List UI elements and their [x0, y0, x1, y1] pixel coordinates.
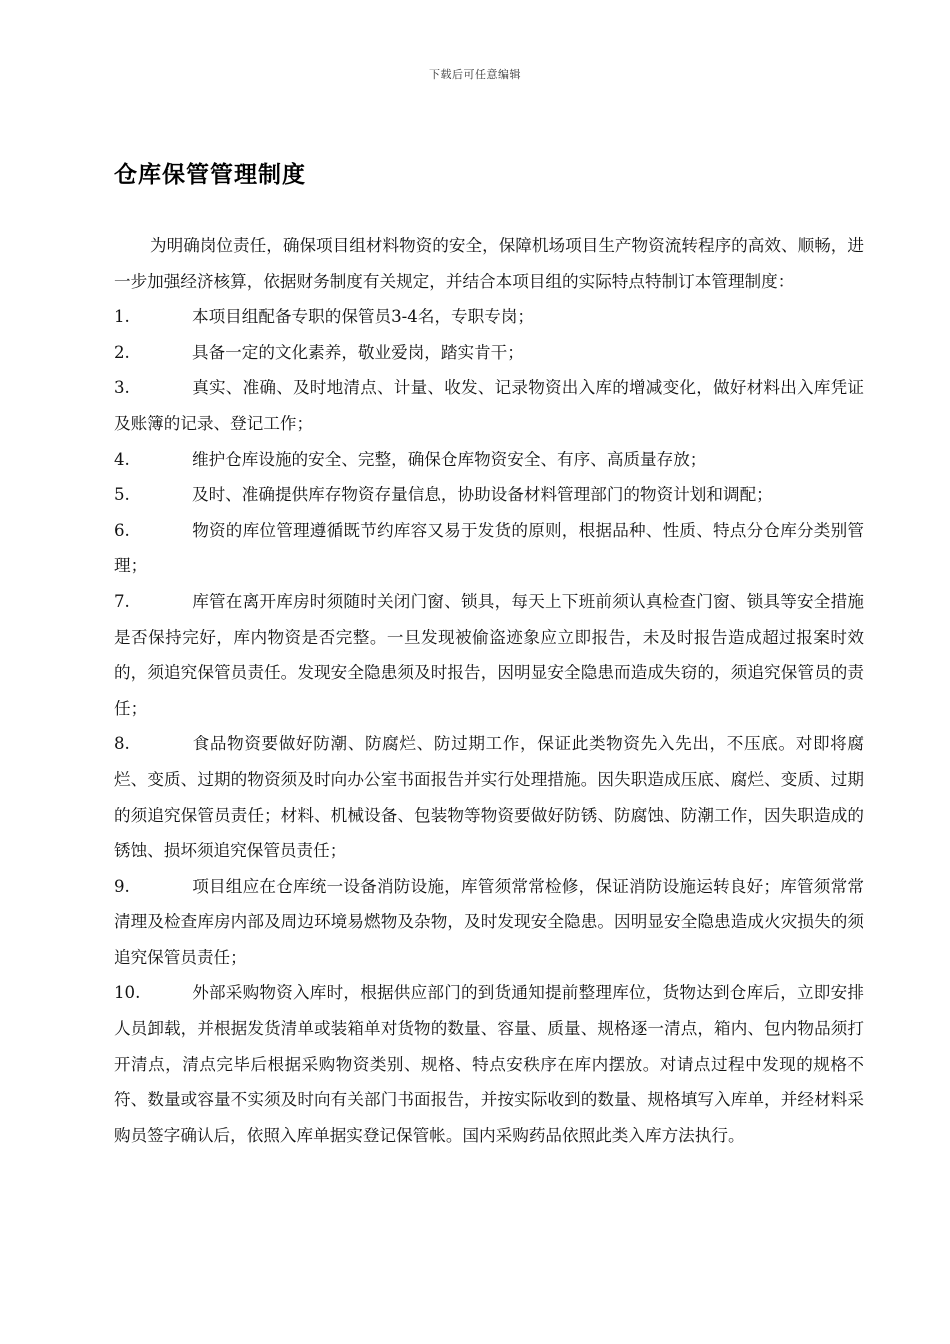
- item-text: 及时、准确提供库存物资存量信息，协助设备材料管理部门的物资计划和调配；: [192, 485, 773, 505]
- item-text: 食品物资要做好防潮、防腐烂、防过期工作，保证此类物资先入先出，不压底。对即将腐烂、变质、过期的物资须及时向办公室书面报告并实行处理措施。因失职造成压底、腐烂、变质、过期的须追究保管员责任；材料、机械设备、包装物等物资要做好防锈、防腐蚀、防潮工作，因失职造成的锈蚀、损坏须追究保管员责任；: [114, 734, 864, 861]
- list-item: [114, 869, 864, 976]
- item-text: 本项目组配备专职的保管员3-4名，专职专岗；: [192, 307, 535, 327]
- item-text: 项目组应在仓库统一设备消防设施，库管须常常检修，保证消防设施运转良好；库管须常常清理及检查库房内部及周边环境易燃物及杂物，及时发现安全隐患。因明显安全隐患造成火灾损失的须追究保管员责任；: [114, 876, 864, 967]
- header-note: 下载后可任意编辑: [429, 68, 521, 81]
- item-number: 3.: [114, 378, 130, 398]
- item-text: 具备一定的文化素养，敬业爱岗，踏实肯干；: [192, 342, 524, 362]
- list-item: [114, 477, 864, 513]
- item-number: 9.: [114, 876, 130, 896]
- item-text: 库管在离开库房时须随时关闭门窗、锁具，每天上下班前须认真检查门窗、锁具等安全措施是否保持完好，库内物资是否完整。一旦发现被偷盗迹象应立即报告，未及时报告造成超过报案时效的，须追究保管员责任。发现安全隐患须及时报告，因明显安全隐患而造成失窃的，须追究保管员的责任；: [114, 591, 864, 718]
- item-number: 2.: [114, 342, 130, 362]
- list-item: [114, 584, 864, 726]
- item-text: 维护仓库设施的安全、完整，确保仓库物资安全、有序、高质量存放；: [192, 449, 707, 469]
- list-item: [114, 975, 864, 1153]
- intro-paragraph: 为明确岗位责任，确保项目组材料物资的安全，保障机场项目生产物资流转程序的高效、顺畅，进一步加强经济核算，依据财务制度有关规定，并结合本项目组的实际特点特制订本管理制度：: [114, 236, 864, 291]
- list-item: [114, 299, 864, 335]
- page-title: 仓库保管管理制度: [114, 162, 306, 188]
- item-text: 外部采购物资入库时，根据供应部门的到货通知提前整理库位，货物达到仓库后，立即安排人员卸载，并根据发货清单或装箱单对货物的数量、容量、质量、规格逐一清点，箱内、包内物品须打开清点，清点完毕后根据采购物资类别、规格、特点安秩序在库内摆放。对请点过程中发现的规格不符、数量或容量不实须及时向有关部门书面报告，并按实际收到的数量、规格填写入库单，并经材料采购员签字确认后，依照入库单据实登记保管帐。国内采购药品依照此类入库方法执行。: [114, 983, 864, 1145]
- list-item: [114, 513, 864, 584]
- list-item: [114, 726, 864, 868]
- item-number: 4.: [114, 449, 130, 469]
- item-number: 5.: [114, 485, 130, 505]
- document-body: [114, 228, 864, 1153]
- list-item: [114, 335, 864, 371]
- item-number: 1.: [114, 307, 130, 327]
- item-number: 7.: [114, 591, 130, 611]
- item-number: 8.: [114, 734, 130, 754]
- item-text: 真实、准确、及时地清点、计量、收发、记录物资出入库的增减变化，做好材料出入库凭证及账簿的记录、登记工作；: [114, 378, 864, 433]
- list-item: [114, 442, 864, 478]
- item-number: 6.: [114, 520, 130, 540]
- item-text: 物资的库位管理遵循既节约库容又易于发货的原则，根据品种、性质、特点分仓库分类别管理；: [114, 520, 864, 576]
- list-item: [114, 370, 864, 441]
- item-number: 10.: [114, 983, 141, 1003]
